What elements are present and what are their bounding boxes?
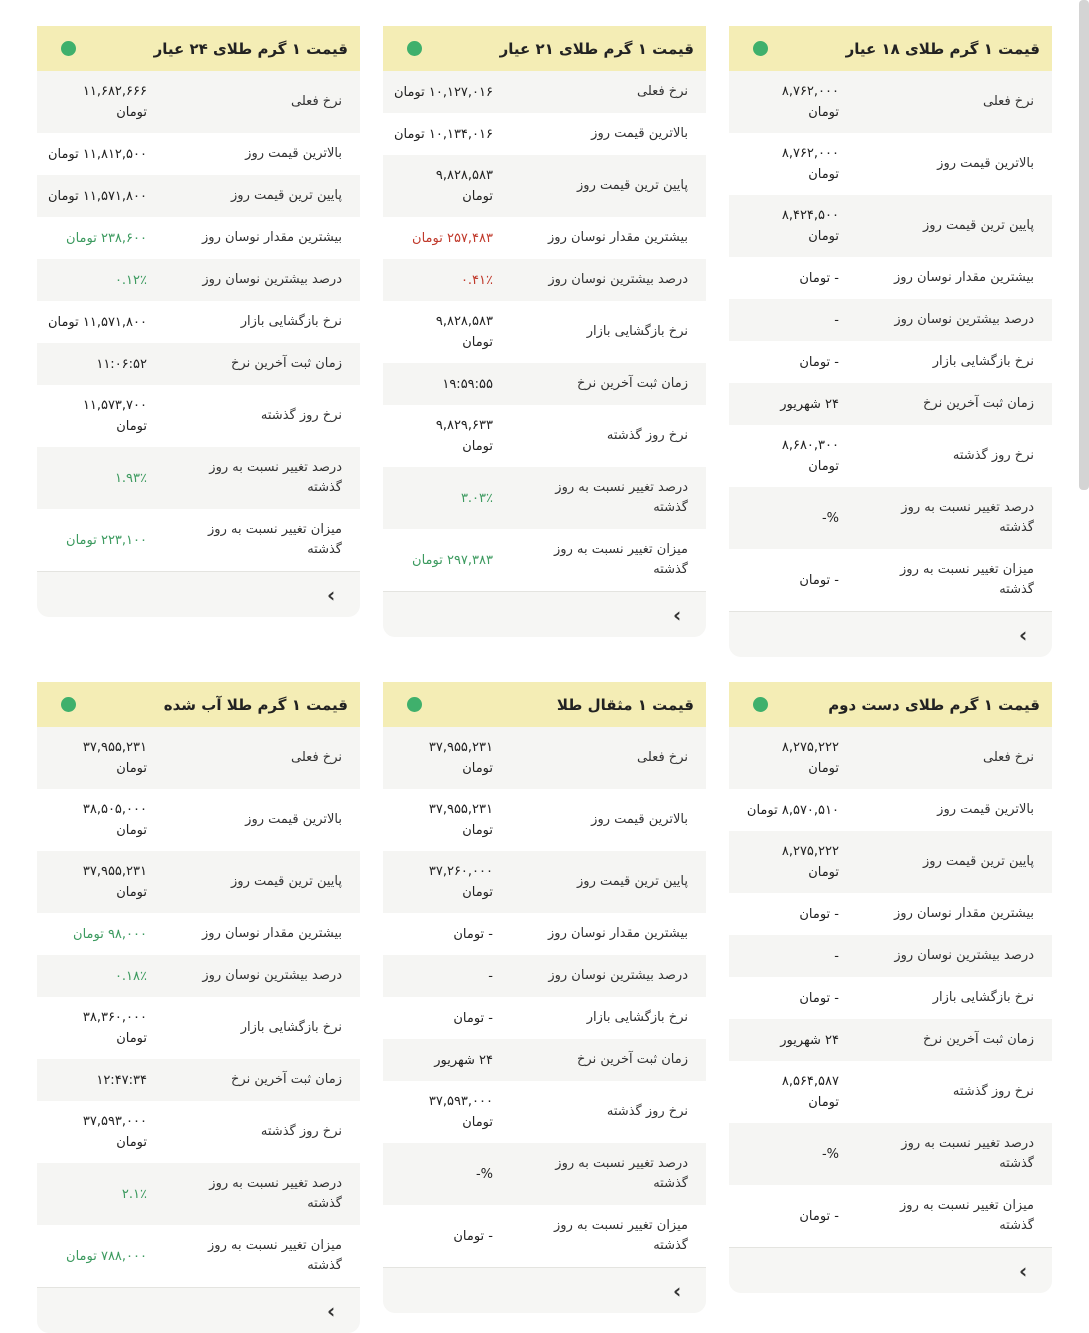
chevron-left-icon[interactable]: ‹ (673, 602, 682, 627)
price-row-label: درصد بیشترین نوسان روز (202, 968, 342, 983)
price-row-value: ۳۸,۳۶۰,۰۰۰ تومان (82, 1010, 147, 1046)
price-row-value: - تومان (799, 906, 839, 922)
price-card (729, 682, 1052, 1293)
price-row-value: ۳۷,۹۵۵,۲۳۱ تومان (82, 864, 147, 900)
card-header (37, 682, 360, 727)
price-row (729, 71, 1052, 133)
price-row (37, 1101, 360, 1163)
price-row-value: ۰.۱۲٪ (114, 272, 147, 288)
price-row (729, 383, 1052, 425)
price-row-label: بالاترین قیمت روز (937, 156, 1034, 171)
price-row-value: ۳۷,۵۹۳,۰۰۰ تومان (428, 1094, 493, 1130)
price-row-label: نرخ روز گذشته (606, 1104, 688, 1119)
price-row (729, 487, 1052, 549)
card-title: قیمت ۱ گرم طلای ۲۱ عیار (499, 39, 694, 58)
price-row-value: - تومان (453, 926, 493, 942)
price-row-value: ۸,۵۷۰,۵۱۰ تومان (746, 802, 839, 818)
price-row (383, 217, 706, 259)
price-row-value: ۹,۸۲۸,۵۸۳ تومان (435, 314, 493, 350)
card-title: قیمت ۱ گرم طلای ۱۸ عیار (845, 39, 1040, 58)
price-row-label: پایین ترین قیمت روز (577, 178, 688, 193)
price-row-label: نرخ روز گذشته (952, 1084, 1034, 1099)
price-row-label: بیشترین مقدار نوسان روز (548, 230, 688, 245)
price-row (729, 935, 1052, 977)
price-row-value: ۱۱,۶۸۲,۶۶۶ تومان (82, 84, 147, 120)
price-row-label: نرخ روز گذشته (952, 448, 1034, 463)
price-table (383, 727, 706, 1267)
price-row-value: ۹۸,۰۰۰ تومان (73, 926, 147, 942)
price-row-label: بالاترین قیمت روز (245, 146, 342, 161)
price-row-value: - تومان (799, 572, 839, 588)
price-row-value: %- (821, 510, 839, 526)
price-row-value: ۹,۸۲۹,۶۳۳ تومان (435, 418, 493, 454)
price-row-value: - (488, 968, 493, 984)
price-row-label: نرخ فعلی (637, 84, 688, 99)
price-row (383, 259, 706, 301)
price-row (37, 447, 360, 509)
price-row (37, 1225, 360, 1287)
price-row-value: ۸,۴۲۴,۵۰۰ تومان (781, 208, 839, 244)
price-row-label: نرخ بازگشایی بازار (932, 354, 1034, 369)
card-footer (383, 1267, 706, 1313)
price-row-value: - تومان (799, 354, 839, 370)
price-row-value: ۳۷,۲۶۰,۰۰۰ تومان (428, 864, 493, 900)
price-row-label: نرخ فعلی (637, 750, 688, 765)
price-row-value: %- (821, 1146, 839, 1162)
price-row-value: ۲.۱٪ (121, 1186, 147, 1202)
price-row-label: بیشترین مقدار نوسان روز (894, 906, 1034, 921)
price-row-value: ۲۴ شهریور (780, 1032, 839, 1048)
price-row-label: نرخ روز گذشته (260, 408, 342, 423)
price-row (37, 913, 360, 955)
price-row-label: نرخ فعلی (291, 94, 342, 109)
price-row-value: ۲۵۷,۴۸۳ تومان (412, 230, 493, 246)
price-row-label: پایین ترین قیمت روز (231, 874, 342, 889)
chevron-left-icon[interactable]: ‹ (327, 1298, 336, 1323)
chevron-left-icon[interactable]: ‹ (673, 1278, 682, 1303)
chevron-left-icon[interactable]: ‹ (327, 582, 336, 607)
price-row (383, 71, 706, 113)
price-row (37, 385, 360, 447)
price-row-label: پایین ترین قیمت روز (923, 854, 1034, 869)
price-row-value: ۳۷,۹۵۵,۲۳۱ تومان (428, 740, 493, 776)
price-table (37, 727, 360, 1287)
card-header (37, 26, 360, 71)
price-row-value: ۱۱,۸۱۲,۵۰۰ تومان (47, 146, 147, 162)
price-row-value: - تومان (453, 1010, 493, 1026)
price-row-label: بالاترین قیمت روز (591, 126, 688, 141)
price-row-value: ۱۰,۱۲۷,۰۱۶ تومان (393, 84, 493, 100)
price-row (37, 301, 360, 343)
price-row (383, 727, 706, 789)
price-row-value: ۱۱,۵۷۳,۷۰۰ تومان (82, 398, 147, 434)
price-row-label: درصد تغییر نسبت به روز گذشته (901, 1136, 1034, 1171)
page-scrollbar[interactable] (1079, 0, 1089, 490)
price-row-value: ۸,۲۷۵,۲۲۲ تومان (781, 844, 839, 880)
price-row-label: درصد بیشترین نوسان روز (548, 272, 688, 287)
price-row (383, 467, 706, 529)
price-row-value: ۱۲:۴۷:۳۴ (96, 1072, 147, 1088)
card-footer (37, 571, 360, 617)
price-row-label: زمان ثبت آخرین نرخ (231, 356, 342, 371)
price-row (729, 977, 1052, 1019)
price-row (729, 893, 1052, 935)
price-row (729, 425, 1052, 487)
price-row (383, 997, 706, 1039)
price-row-label: زمان ثبت آخرین نرخ (577, 1052, 688, 1067)
price-row (383, 1205, 706, 1267)
price-row-value: ۲۲۳,۱۰۰ تومان (66, 532, 147, 548)
price-row-label: درصد بیشترین نوسان روز (202, 272, 342, 287)
price-row-label: میزان تغییر نسبت به روز گذشته (208, 522, 342, 557)
price-row-label: زمان ثبت آخرین نرخ (231, 1072, 342, 1087)
price-table (729, 727, 1052, 1247)
price-row-label: نرخ روز گذشته (260, 1124, 342, 1139)
price-row-value: ۳.۰۳٪ (460, 490, 493, 506)
price-row-value: ۳۷,۹۵۵,۲۳۱ تومان (428, 802, 493, 838)
price-row-value: ۲۹۷,۳۸۳ تومان (412, 552, 493, 568)
price-row (383, 301, 706, 363)
price-row (729, 789, 1052, 831)
price-row-label: درصد بیشترین نوسان روز (894, 312, 1034, 327)
price-row-label: درصد تغییر نسبت به روز گذشته (901, 500, 1034, 535)
card-header (383, 26, 706, 71)
price-row-label: درصد بیشترین نوسان روز (894, 948, 1034, 963)
price-row-value: ۱۹:۵۹:۵۵ (442, 376, 493, 392)
price-row-value: - تومان (799, 270, 839, 286)
price-row-value: %- (475, 1166, 493, 1182)
price-row (37, 1163, 360, 1225)
price-row (37, 133, 360, 175)
price-row-label: میزان تغییر نسبت به روز گذشته (554, 1218, 688, 1253)
price-row-label: نرخ فعلی (983, 750, 1034, 765)
card-header (729, 682, 1052, 727)
price-row (383, 1081, 706, 1143)
price-row (729, 299, 1052, 341)
price-row (383, 1039, 706, 1081)
price-row-value: - تومان (453, 1228, 493, 1244)
card-title: قیمت ۱ گرم طلای ۲۴ عیار (153, 39, 348, 58)
price-row-value: ۰.۴۱٪ (460, 272, 493, 288)
price-row-label: درصد تغییر نسبت به روز گذشته (209, 460, 342, 495)
price-row (729, 1061, 1052, 1123)
live-status-dot-icon (753, 697, 768, 712)
price-row-value: ۱۱,۵۷۱,۸۰۰ تومان (47, 188, 147, 204)
price-row (37, 71, 360, 133)
price-row-value: ۱.۹۳٪ (114, 470, 147, 486)
price-card (729, 26, 1052, 657)
price-row-label: میزان تغییر نسبت به روز گذشته (208, 1238, 342, 1273)
card-header (729, 26, 1052, 71)
price-row-label: نرخ بازگشایی بازار (240, 314, 342, 329)
price-row (729, 549, 1052, 611)
price-row (37, 955, 360, 997)
price-row-value: ۸,۷۶۲,۰۰۰ تومان (781, 146, 839, 182)
price-row-label: نرخ فعلی (983, 94, 1034, 109)
price-row-label: نرخ بازگشایی بازار (586, 1010, 688, 1025)
price-table (37, 71, 360, 571)
price-card (37, 682, 360, 1333)
price-row (729, 195, 1052, 257)
price-row (383, 113, 706, 155)
price-row-value: ۱۰,۱۳۴,۰۱۶ تومان (393, 126, 493, 142)
price-row-label: بالاترین قیمت روز (937, 802, 1034, 817)
price-row-label: نرخ فعلی (291, 750, 342, 765)
price-row-label: زمان ثبت آخرین نرخ (577, 376, 688, 391)
price-row (729, 341, 1052, 383)
price-row (729, 257, 1052, 299)
price-row (729, 727, 1052, 789)
card-title: قیمت ۱ گرم طلا آب شده (163, 695, 348, 714)
price-row-label: نرخ بازگشایی بازار (586, 324, 688, 339)
price-row (383, 955, 706, 997)
price-row-label: درصد بیشترین نوسان روز (548, 968, 688, 983)
price-row-value: ۹,۸۲۸,۵۸۳ تومان (435, 168, 493, 204)
price-row (729, 831, 1052, 893)
price-card (383, 26, 706, 637)
price-row (383, 851, 706, 913)
price-row-label: بیشترین مقدار نوسان روز (202, 230, 342, 245)
price-row (37, 789, 360, 851)
price-row-label: بیشترین مقدار نوسان روز (202, 926, 342, 941)
price-row-value: ۸,۶۸۰,۳۰۰ تومان (781, 438, 839, 474)
price-row-label: نرخ روز گذشته (606, 428, 688, 443)
card-title: قیمت ۱ مثقال طلا (556, 695, 694, 714)
live-status-dot-icon (407, 697, 422, 712)
price-row (383, 155, 706, 217)
price-row-value: ۱۱:۰۶:۵۲ (96, 356, 147, 372)
live-status-dot-icon (753, 41, 768, 56)
price-row-label: پایین ترین قیمت روز (231, 188, 342, 203)
price-row (729, 133, 1052, 195)
price-row-value: ۳۷,۹۵۵,۲۳۱ تومان (82, 740, 147, 776)
price-row-label: بیشترین مقدار نوسان روز (548, 926, 688, 941)
price-row (37, 997, 360, 1059)
price-row-label: پایین ترین قیمت روز (923, 218, 1034, 233)
price-row-label: درصد تغییر نسبت به روز گذشته (209, 1176, 342, 1211)
price-row-label: میزان تغییر نسبت به روز گذشته (900, 1198, 1034, 1233)
price-row-value: ۱۱,۵۷۱,۸۰۰ تومان (47, 314, 147, 330)
live-status-dot-icon (407, 41, 422, 56)
price-row-value: ۷۸۸,۰۰۰ تومان (66, 1248, 147, 1264)
price-row-label: بالاترین قیمت روز (245, 812, 342, 827)
price-row (37, 727, 360, 789)
card-footer (729, 611, 1052, 657)
price-row-label: درصد تغییر نسبت به روز گذشته (555, 1156, 688, 1191)
price-row-value: ۳۷,۵۹۳,۰۰۰ تومان (82, 1114, 147, 1150)
price-row (729, 1019, 1052, 1061)
price-row-value: ۲۴ شهریور (434, 1052, 493, 1068)
price-row (37, 1059, 360, 1101)
price-row-label: درصد تغییر نسبت به روز گذشته (555, 480, 688, 515)
price-row-value: - تومان (799, 1208, 839, 1224)
price-row (37, 259, 360, 301)
card-footer (729, 1247, 1052, 1293)
price-row (37, 175, 360, 217)
live-status-dot-icon (61, 41, 76, 56)
price-row (37, 851, 360, 913)
price-row-value: - (834, 948, 839, 964)
price-row-label: میزان تغییر نسبت به روز گذشته (554, 542, 688, 577)
price-card (383, 682, 706, 1313)
live-status-dot-icon (61, 697, 76, 712)
price-row (729, 1185, 1052, 1247)
price-row-label: بالاترین قیمت روز (591, 812, 688, 827)
price-row-value: ۸,۵۶۴,۵۸۷ تومان (781, 1074, 839, 1110)
price-row (37, 217, 360, 259)
price-table (383, 71, 706, 591)
price-row-value: ۲۴ شهریور (780, 396, 839, 412)
price-row-value: ۸,۷۶۲,۰۰۰ تومان (781, 84, 839, 120)
price-row (383, 1143, 706, 1205)
price-row (383, 529, 706, 591)
price-row-label: زمان ثبت آخرین نرخ (923, 1032, 1034, 1047)
price-row (383, 913, 706, 955)
price-row-label: میزان تغییر نسبت به روز گذشته (900, 562, 1034, 597)
price-row-value: - تومان (799, 990, 839, 1006)
price-row-value: ۸,۲۷۵,۲۲۲ تومان (781, 740, 839, 776)
price-row-value: - (834, 312, 839, 328)
chevron-left-icon[interactable]: ‹ (1019, 622, 1028, 647)
price-row (383, 405, 706, 467)
price-row (729, 1123, 1052, 1185)
price-row (383, 363, 706, 405)
card-header (383, 682, 706, 727)
price-card (37, 26, 360, 617)
price-row-value: ۲۳۸,۶۰۰ تومان (66, 230, 147, 246)
price-row-label: بیشترین مقدار نوسان روز (894, 270, 1034, 285)
price-row (383, 789, 706, 851)
price-row-label: نرخ بازگشایی بازار (240, 1020, 342, 1035)
price-row-value: ۰.۱۸٪ (114, 968, 147, 984)
price-row-label: نرخ بازگشایی بازار (932, 990, 1034, 1005)
price-row-label: زمان ثبت آخرین نرخ (923, 396, 1034, 411)
price-row (37, 509, 360, 571)
card-title: قیمت ۱ گرم طلای دست دوم (828, 695, 1040, 714)
card-footer (37, 1287, 360, 1333)
card-footer (383, 591, 706, 637)
chevron-left-icon[interactable]: ‹ (1019, 1258, 1028, 1283)
price-table (729, 71, 1052, 611)
price-row (37, 343, 360, 385)
price-row-label: پایین ترین قیمت روز (577, 874, 688, 889)
price-row-value: ۳۸,۵۰۵,۰۰۰ تومان (82, 802, 147, 838)
